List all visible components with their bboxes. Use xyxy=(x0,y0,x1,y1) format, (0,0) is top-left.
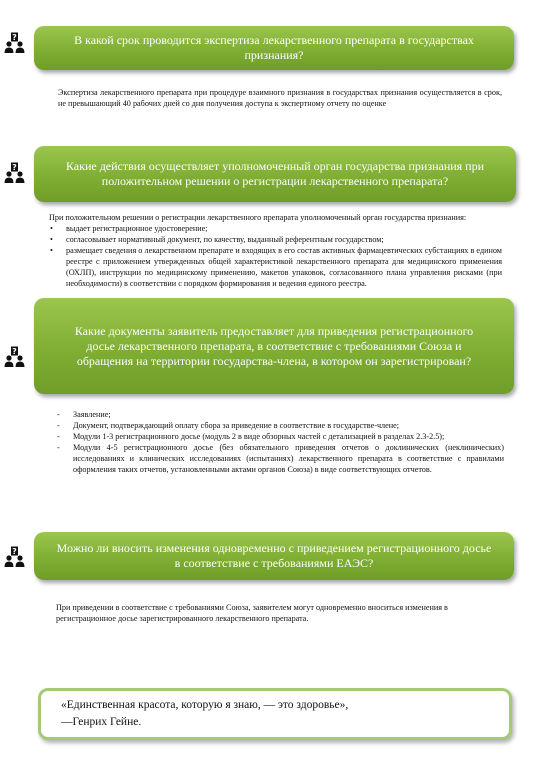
quote-box xyxy=(38,688,512,740)
list-item: - Заявление; xyxy=(56,409,504,420)
answer-2 xyxy=(49,212,502,289)
quote-author: —Генрих Гейне. xyxy=(61,716,142,728)
answer-2-intro: При положительном решении о регистрации лекарственного препарата уполномоченный орган государства признания: xyxy=(49,213,467,222)
answer-2-list xyxy=(49,223,502,289)
person-question-icon xyxy=(4,32,28,54)
answer-3-list xyxy=(56,409,504,475)
person-question-icon xyxy=(4,346,28,368)
list-item: - Модули 1-3 регистрационного досье (модуль 2 в виде обзорных частей с детализацией в разделах 2.3-2.5); xyxy=(56,431,504,442)
list-item: • размещает сведения о лекарственном препарате и входящих в его состав активных фармацевтических субстанциях в едином реестре с приложением утвержденных общей характеристикой лекарственного препарата для медицинского применения (ОХЛП), инструкции по медицинскому применению, макетов упаковок, согласованного плана управления рисками (при необходимости) в соответствии с порядком формирования и ведения единого реестра. xyxy=(49,245,502,289)
answer-1: Экспертиза лекарственного препарата при процедуре взаимного признания в государствах признания осуществляется в срок, не превышающий 40 рабочих дней со дня получения доступа к экспертному отчету по оценке xyxy=(58,88,502,108)
person-question-icon xyxy=(4,546,28,568)
question-box-2 xyxy=(34,146,516,202)
question-1-text: В какой срок проводится экспертиза лекарственного препарата в государствах признания? xyxy=(74,33,474,62)
question-3-text: Какие документы заявитель предоставляет для приведения регистрационного досье лекарственного препарата, в соответствие с требованиями Союза и обращения на территории государства-члена, в котором он зарегистрирован? xyxy=(74,323,474,368)
person-question-icon xyxy=(4,162,28,184)
answer-3 xyxy=(56,409,504,475)
question-box-4 xyxy=(34,532,514,580)
question-4-text: Можно ли вносить изменения одновременно с приведением регистрационного досье в соответствие с требованиями ЕАЭС? xyxy=(56,541,492,570)
list-item: • согласовывает нормативный документ, по качеству, выданный референтным государством; xyxy=(49,234,502,245)
quote-text: «Единственная красота, которую я знаю, — это здоровье», xyxy=(61,699,349,711)
question-2-text: Какие действия осуществляет уполномоченный орган государства признания при положительном решении о регистрации лекарственного препарата? xyxy=(65,159,485,188)
question-box-3 xyxy=(34,298,514,394)
list-item: - Модули 4-5 регистрационного досье (без обязательного приведения отчетов о доклинических (неклинических) исследованиях и клинических исследованиях (испытаниях) лекарственного препарата в соответствие с правилами оформления таких отчетов, установленными актами органов Союза) в виде соответствующих отчетов. xyxy=(56,442,504,475)
list-item: • выдает регистрационное удостоверение; xyxy=(49,223,502,234)
list-item: - Документ, подтверждающий оплату сбора за приведение в соответствие в государстве-члене; xyxy=(56,420,504,431)
answer-4: При приведении в соответствие с требованиями Союза, заявителем могут одновременно вноситься изменения в регистрационное досье зарегистрированного лекарственного препарата. xyxy=(56,603,448,623)
question-box-1 xyxy=(34,26,514,70)
